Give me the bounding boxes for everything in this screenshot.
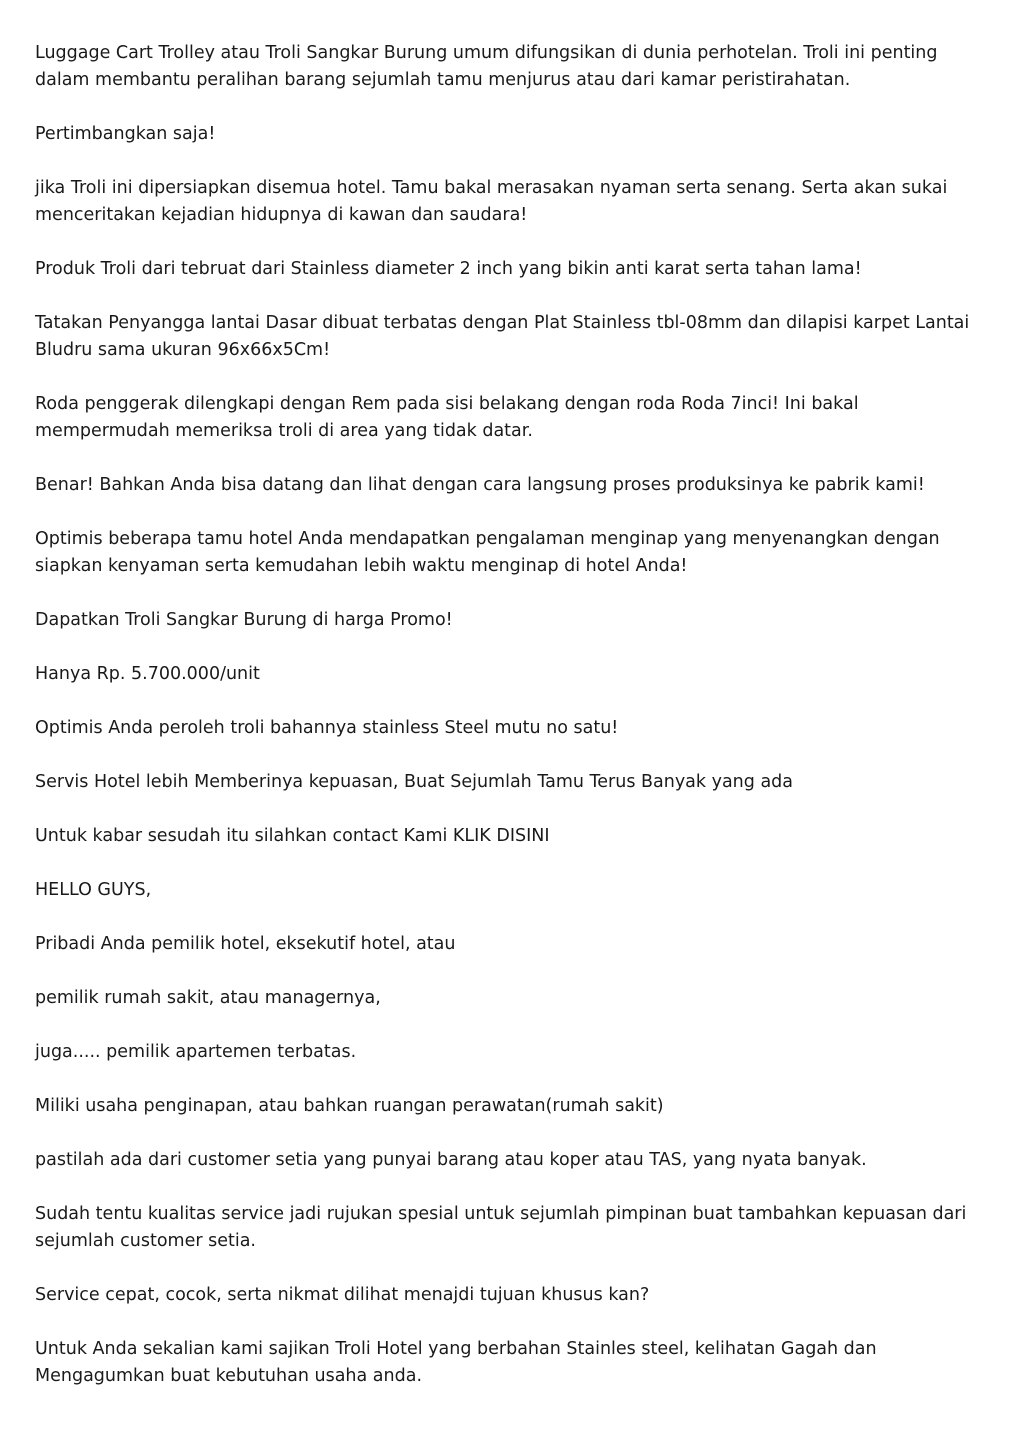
paragraph-price: Hanya Rp. 5.700.000/unit [35, 664, 260, 684]
paragraph-consider: Pertimbangkan saja! [35, 124, 216, 144]
paragraph-contact: Untuk kabar sesudah itu silahkan contact Kami KLIK DISINI [35, 826, 550, 846]
paragraph-factory-visit: Benar! Bahkan Anda bisa datang dan lihat dengan cara langsung proses produksinya ke pabrik kami! [35, 475, 925, 495]
paragraph-guest-experience: Optimis beberapa tamu hotel Anda mendapatkan pengalaman menginap yang menyenangkan dengan siapkan kenyaman serta kemudahan lebih waktu menginap di hotel Anda! [35, 529, 940, 576]
paragraph-hello: HELLO GUYS, [35, 880, 152, 900]
paragraph-intro: Luggage Cart Trolley atau Troli Sangkar Burung umum difungsikan di dunia perhotelan. Troli ini penting dalam membantu peralihan barang sejumlah tamu menjurus atau dari kamar peristirahatan. [35, 43, 938, 90]
paragraph-hotel-service: Servis Hotel lebih Memberinya kepuasan, Buat Sejumlah Tamu Terus Banyak yang ada [35, 772, 794, 792]
paragraph-service-goal: Service cepat, cocok, serta nikmat dilihat menajdi tujuan khusus kan? [35, 1285, 650, 1305]
paragraph-base-plate: Tatakan Penyangga lantai Dasar dibuat terbatas dengan Plat Stainless tbl-08mm dan dilapisi karpet Lantai Bludru sama ukuran 96x66x5Cm! [35, 313, 970, 360]
paragraph-apartment-owner: juga..... pemilik apartemen terbatas. [35, 1042, 357, 1062]
paragraph-loyal-customers: pastilah ada dari customer setia yang punyai barang atau koper atau TAS, yang nyata banyak. [35, 1150, 867, 1170]
paragraph-hospital-owner: pemilik rumah sakit, atau managernya, [35, 988, 381, 1008]
paragraph-promo: Dapatkan Troli Sangkar Burung di harga Promo! [35, 610, 453, 630]
paragraph-hotel-owner: Pribadi Anda pemilik hotel, eksekutif hotel, atau [35, 934, 456, 954]
paragraph-service-quality: Sudah tentu kualitas service jadi rujukan spesial untuk sejumlah pimpinan buat tambahkan kepuasan dari sejumlah customer setia. [35, 1204, 967, 1251]
paragraph-offer: Untuk Anda sekalian kami sajikan Troli Hotel yang berbahan Stainles steel, kelihatan Gagah dan Mengagumkan buat kebutuhan usaha anda. [35, 1339, 877, 1386]
paragraph-wheels: Roda penggerak dilengkapi dengan Rem pada sisi belakang dengan roda Roda 7inci! Ini bakal mempermudah memeriksa troli di area yang tidak datar. [35, 394, 859, 441]
paragraph-product-material: Produk Troli dari tebruat dari Stainless diameter 2 inch yang bikin anti karat serta tahan lama! [35, 259, 862, 279]
paragraph-quality: Optimis Anda peroleh troli bahannya stainless Steel mutu no satu! [35, 718, 619, 738]
paragraph-lodging-business: Miliki usaha penginapan, atau bahkan ruangan perawatan(rumah sakit) [35, 1096, 664, 1116]
paragraph-if-troli: jika Troli ini dipersiapkan disemua hotel. Tamu bakal merasakan nyaman serta senang. Serta akan sukai menceritakan kejadian hidupnya di kawan dan saudara! [35, 178, 948, 225]
